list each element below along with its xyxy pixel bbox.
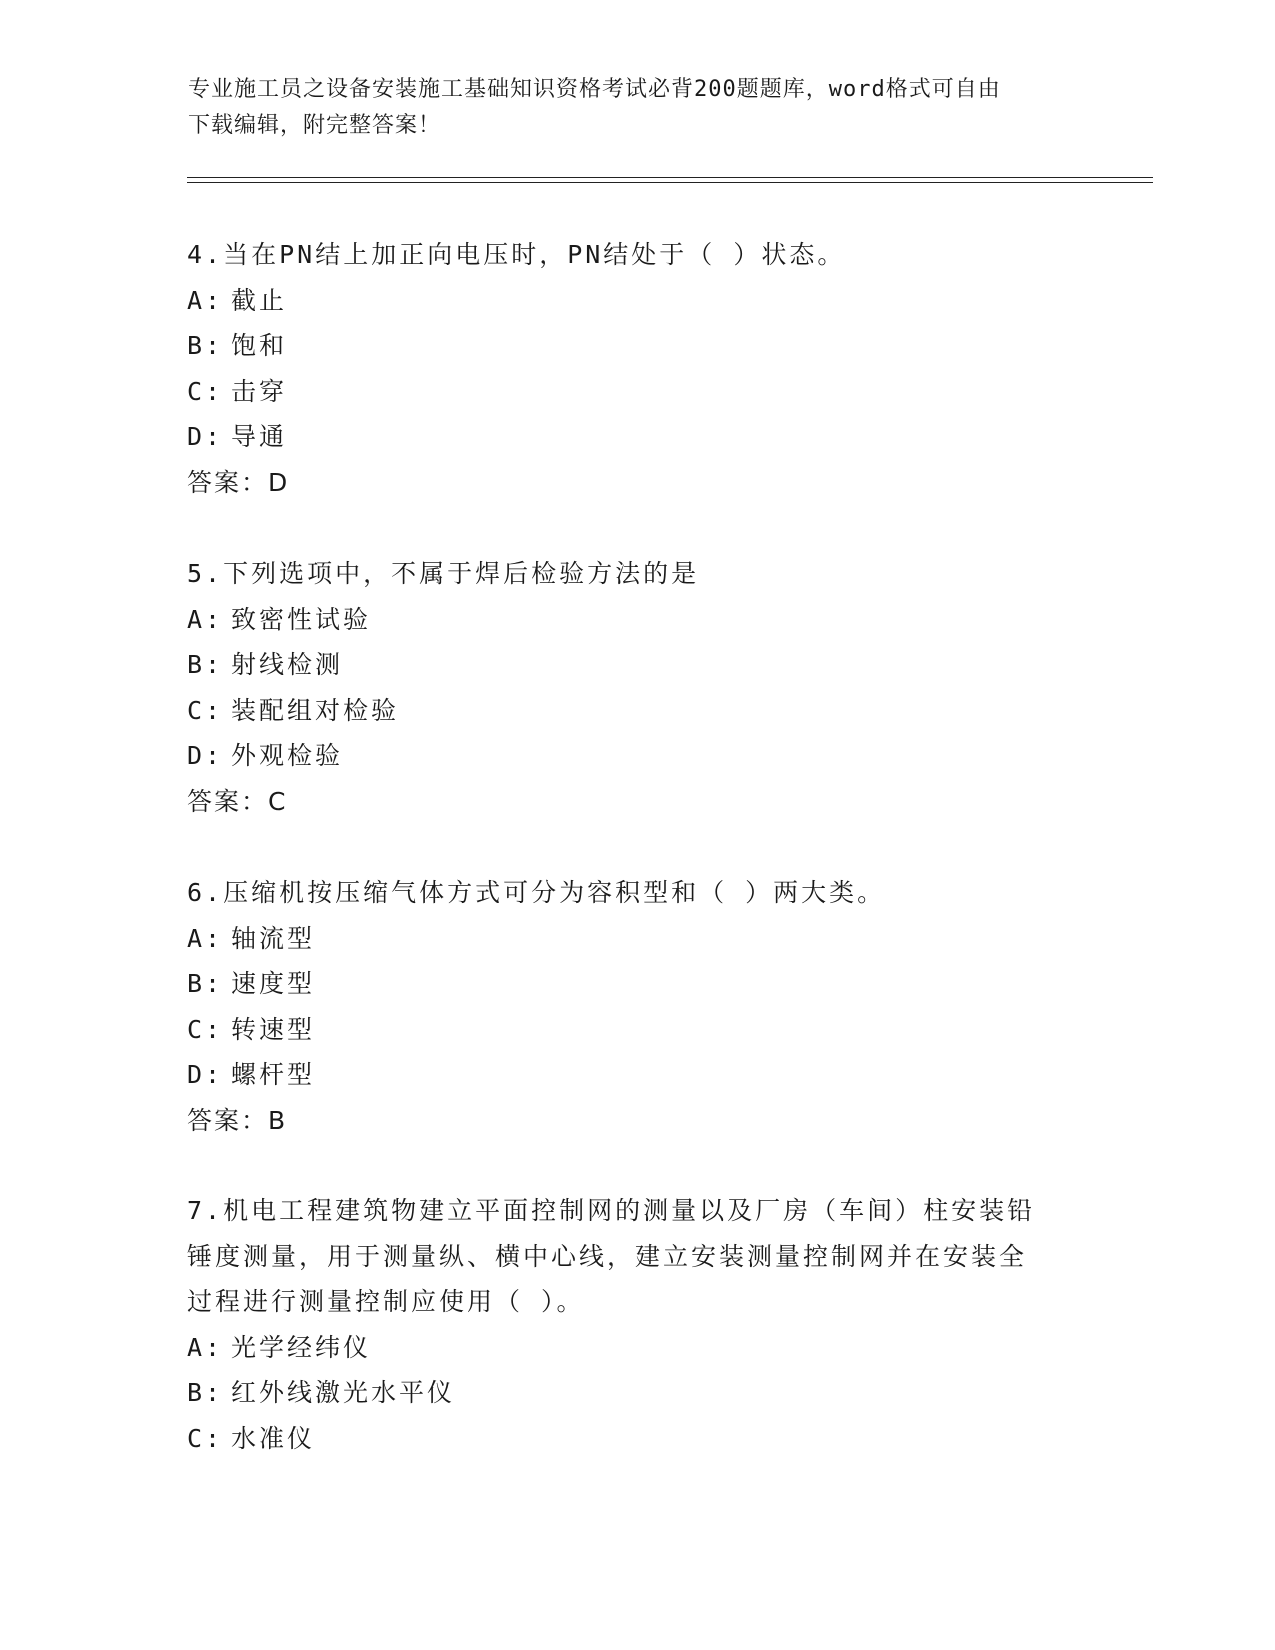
- option-c: [187, 1007, 1087, 1053]
- option-a: [187, 597, 1087, 643]
- option-d: [187, 733, 1087, 779]
- question-stem: 4.当在PN结上加正向电压时，PN结处于（ ）状态。: [187, 240, 846, 269]
- option-text: 装配组对检验: [231, 695, 400, 725]
- answer-line: 答案：D: [187, 467, 290, 497]
- option-a: [187, 278, 1087, 324]
- option-text: 速度型: [231, 969, 316, 998]
- option-label: B:: [187, 331, 224, 360]
- question-stem-line-2: 锤度测量，用于测量纵、横中心线，建立安装测量控制网并在安装全: [187, 1241, 1028, 1271]
- answer-line: 答案：B: [187, 1105, 288, 1135]
- document-header: [188, 72, 1078, 144]
- header-title-line-1: 专业施工员之设备安装施工基础知识资格考试必背200题题库，word格式可自由: [188, 77, 1001, 102]
- option-label: A:: [187, 923, 224, 953]
- option-text: 击穿: [231, 376, 288, 406]
- option-d: [187, 414, 1087, 460]
- option-a: [187, 916, 1087, 962]
- option-label: B:: [187, 969, 224, 998]
- question-stem: 5.下列选项中，不属于焊后检验方法的是: [187, 559, 700, 588]
- option-b: [187, 323, 1087, 369]
- option-text: 转速型: [231, 1014, 316, 1044]
- option-text: 射线检测: [231, 650, 344, 679]
- option-a: [187, 1325, 1087, 1371]
- option-c: [187, 688, 1087, 734]
- option-b: [187, 961, 1087, 1007]
- option-label: A:: [187, 604, 224, 634]
- option-text: 光学经纬仪: [231, 1332, 372, 1362]
- option-text: 红外线激光水平仪: [231, 1378, 456, 1407]
- question-6: [187, 870, 1087, 1143]
- option-label: B:: [187, 650, 224, 679]
- question-5: [187, 551, 1087, 824]
- option-label: B:: [187, 1378, 224, 1407]
- option-text: 致密性试验: [231, 604, 372, 634]
- question-7: [187, 1188, 1087, 1461]
- option-c: [187, 369, 1087, 415]
- header-title-line-2: 下载编辑，附完整答案！: [188, 113, 442, 138]
- option-c: [187, 1416, 1087, 1462]
- option-label: C:: [187, 376, 224, 406]
- option-d: [187, 1052, 1087, 1098]
- option-label: A:: [187, 1332, 224, 1362]
- option-text: 外观检验: [231, 741, 344, 770]
- option-text: 水准仪: [231, 1423, 316, 1453]
- option-label: D:: [187, 741, 224, 770]
- option-text: 螺杆型: [231, 1060, 316, 1089]
- option-text: 轴流型: [231, 923, 316, 953]
- option-text: 导通: [231, 422, 288, 451]
- question-4: [187, 232, 1087, 505]
- option-label: D:: [187, 1060, 224, 1089]
- option-label: A:: [187, 285, 224, 315]
- option-label: C:: [187, 1423, 224, 1453]
- option-label: D:: [187, 422, 224, 451]
- question-stem: 6.压缩机按压缩气体方式可分为容积型和（ ）两大类。: [187, 878, 886, 907]
- question-stem-line-3: 过程进行测量控制应使用（ ）。: [187, 1287, 585, 1316]
- option-label: C:: [187, 1014, 224, 1044]
- option-b: [187, 642, 1087, 688]
- option-text: 截止: [231, 285, 288, 315]
- option-label: C:: [187, 695, 224, 725]
- question-stem-line-1: 7.机电工程建筑物建立平面控制网的测量以及厂房（车间）柱安装铅: [187, 1196, 1036, 1225]
- header-divider-bottom: [187, 182, 1153, 183]
- option-text: 饱和: [231, 331, 288, 360]
- option-b: [187, 1370, 1087, 1416]
- header-divider-top: [187, 177, 1153, 178]
- answer-line: 答案：C: [187, 786, 288, 816]
